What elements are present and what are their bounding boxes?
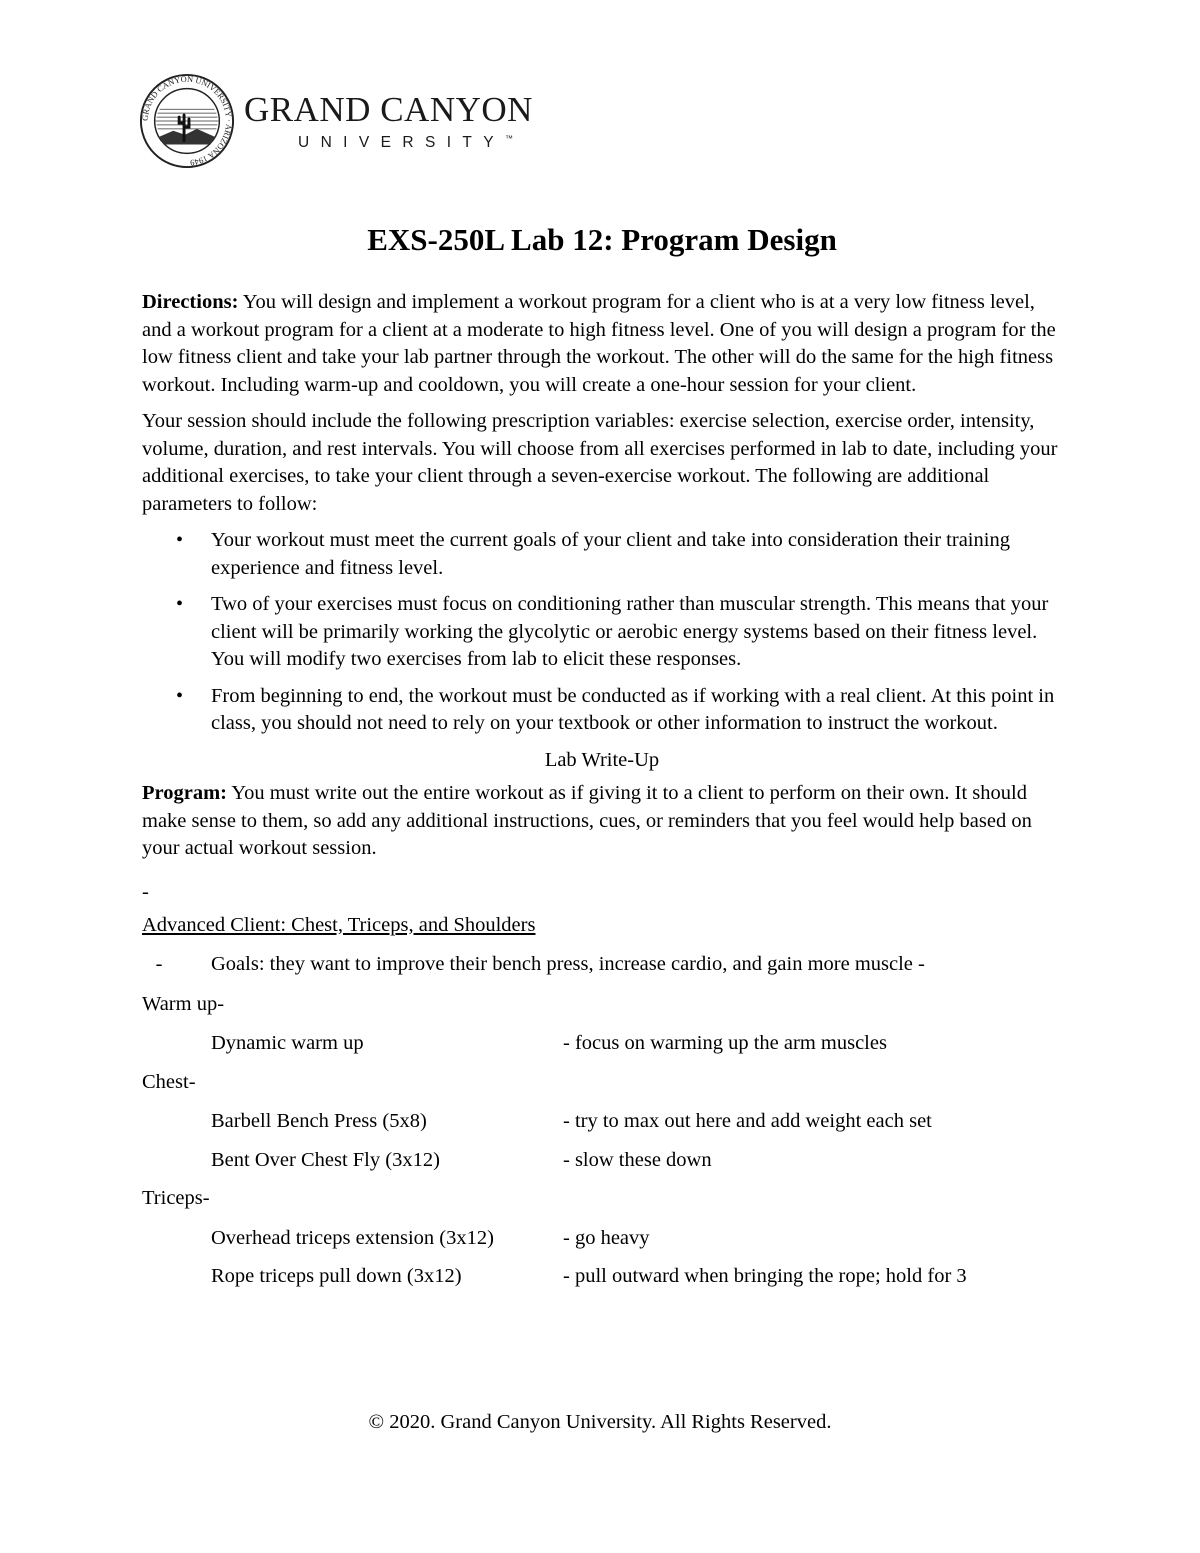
university-seal-icon — [138, 72, 236, 170]
writeup-heading: Lab Write-Up — [544, 748, 660, 771]
exercise-row — [142, 1030, 1062, 1058]
chest-section-label: Chest- — [142, 1070, 196, 1093]
exercise-row — [142, 1147, 1062, 1175]
list-item: • Two of your exercises must focus on conditioning rather than muscular strength. This means that your client will be primarily working the glycolytic or aerobic energy systems based on their fitness level. You will modify two exercises from lab to elicit these responses. — [176, 593, 1049, 670]
exercise-row — [142, 1108, 1062, 1136]
program-text: You must write out the entire workout as if giving it to a client to perform on their own. It should make sense to them, so add any additional instructions, cues, or reminders that you feel would help based on your actual workout session. — [142, 782, 1032, 859]
document-body — [142, 222, 1062, 1302]
bullet-icon: • — [176, 529, 184, 551]
exercise-name: Dynamic warm up — [211, 1032, 364, 1054]
exercise-note: - try to max out here and add weight each set — [563, 1110, 932, 1132]
logo-wordmark — [244, 91, 533, 153]
goals-row — [142, 951, 1062, 979]
program-paragraph — [142, 780, 1062, 863]
program-label: Program: — [142, 782, 228, 804]
bullet-icon: • — [176, 684, 184, 707]
directions-paragraph — [142, 289, 1062, 399]
exercise-name: Bent Over Chest Fly (3x12) — [211, 1148, 440, 1171]
logo-wordmark-top: GRAND CANYON — [244, 89, 533, 129]
list-item: • Your workout must meet the current goals of your client and take into consideration their training experience and fitness level. — [176, 529, 1010, 579]
exercise-note: - go heavy — [563, 1226, 650, 1249]
goals-text: Goals: they want to improve their bench press, increase cardio, and gain more muscle - — [211, 953, 925, 975]
university-logo — [138, 72, 533, 170]
exercise-name: Barbell Bench Press (5x8) — [211, 1110, 427, 1132]
exercise-note: - slow these down — [563, 1148, 712, 1171]
triceps-section-label: Triceps- — [142, 1187, 210, 1209]
exercise-note: - focus on warming up the arm muscles — [563, 1032, 887, 1054]
document-title: EXS-250L Lab 12: Program Design — [367, 222, 837, 257]
copyright-footer: © 2020. Grand Canyon University. All Rights Reserved. — [368, 1411, 832, 1433]
client-heading: Advanced Client: Chest, Triceps, and Shoulders — [142, 913, 536, 936]
session-paragraph: Your session should include the following prescription variables: exercise selection, exercise order, intensity, volume, duration, and rest intervals. You will choose from all exercises performed in lab to date, including your additional exercises, to take your client through a seven-exercise workout. The following are additional parameters to follow: — [142, 410, 1058, 515]
goals-dash: - — [155, 953, 163, 975]
directions-text: You will design and implement a workout program for a client who is at a very low fitness level, and a workout program for a client at a moderate to high fitness level. One of you will design a program for the low fitness client and take your lab partner through the workout. The other will do the same for the high fitness workout. Including warm-up and cooldown, you will create a one-hour session for your client. — [142, 291, 1056, 396]
separator-dash: - — [142, 880, 149, 903]
exercise-name: Overhead triceps extension (3x12) — [211, 1226, 494, 1249]
parameters-list — [142, 527, 1062, 738]
exercise-name: Rope triceps pull down (3x12) — [211, 1265, 462, 1287]
warmup-section-label: Warm up- — [142, 992, 225, 1015]
exercise-row — [142, 1225, 1062, 1253]
logo-wordmark-bottom: UNIVERSITY™ — [298, 133, 514, 152]
svg-text:GRAND CANYON UNIVERSITY · ARIZ: GRAND CANYON UNIVERSITY · ARIZONA 1949 — [140, 74, 234, 168]
exercise-row — [142, 1263, 1062, 1291]
bullet-icon: • — [176, 593, 184, 615]
list-item: • From beginning to end, the workout must be conducted as if working with a real client. At this point in class, you should not need to rely on your textbook or other information to instruct the workout. — [176, 684, 1055, 734]
exercise-note: - pull outward when bringing the rope; hold for 3 — [563, 1265, 967, 1287]
directions-label: Directions: — [142, 291, 239, 313]
